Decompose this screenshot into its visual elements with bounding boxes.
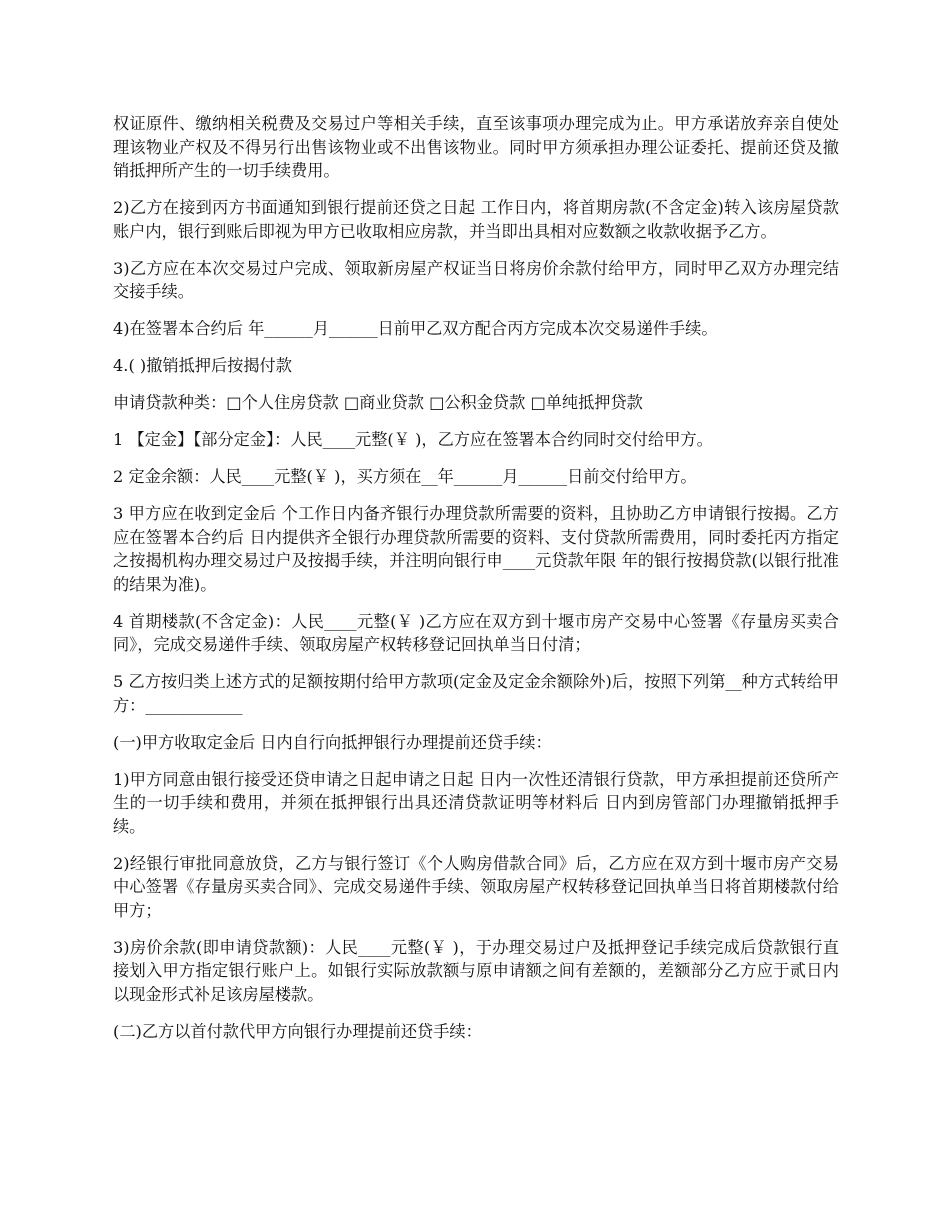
paragraph-option-1-item-1: 1)甲方同意由银行接受还贷申请之日起申请之日起 日内一次性还清银行贷款，甲方承担提前还贷所产生的一切手续和费用，并须在抵押银行出具还清贷款证明等材料后 日内到房管部门办理撤销抵押手续。 — [113, 769, 839, 836]
paragraph-option-1-seller-repays: (一)甲方收取定金后 日内自行向抵押银行办理提前还贷手续： — [113, 732, 552, 752]
paragraph-clause-4-filing-deadline: 4)在签署本合约后 年______月______日前甲乙双方配合丙方完成本次交易递件手续。 — [113, 319, 718, 338]
paragraph-item-5-payment-method: 5 乙方按归类上述方式的足额按期付给甲方款项(定金及定金余额除外)后，按照下列第__种方式转给甲方：____________ — [113, 672, 839, 715]
document-body — [113, 112, 839, 1057]
paragraph-title-deed-continuation: 权证原件、缴纳相关税费及交易过户等相关手续，直至该事项办理完成为止。甲方承诺放弃亲自使处理该物业产权及不得另行出售该物业或不出售该物业。同时甲方须承担办理公证委托、提前还贷及撤销抵押所产生的一切手续费用。 — [113, 114, 839, 180]
paragraph-item-4-first-payment: 4 首期楼款(不含定金)：人民____元整(￥ )乙方应在双方到十堰市房产交易中心签署《存量房买卖合同》，完成交易递件手续、领取房屋产权转移登记回执单当日付清； — [113, 611, 839, 654]
paragraph-option-1-item-3: 3)房价余款(即申请贷款额)：人民____元整(￥ )，于办理交易过户及抵押登记手续完成后贷款银行直接划入甲方指定银行账户上。如银行实际放款额与原申请额之间有差额的，差额部分乙方应于贰日内以现金形式补足该房屋楼款。 — [113, 937, 839, 1004]
paragraph-section-4-mortgage-payment: 4.( )撤销抵押后按揭付款 — [113, 356, 292, 375]
paragraph-option-2-buyer-repays: (二)乙方以首付款代甲方向银行办理提前还贷手续： — [113, 1021, 482, 1041]
paragraph-clause-2-down-payment-transfer: 2)乙方在接到丙方书面通知到银行提前还贷之日起 工作日内，将首期房款(不含定金)转入该房屋贷款账户内，银行到账后即视为甲方已收取相应房款，并当即出具相对应数额之收款收据予乙方。 — [113, 198, 839, 241]
paragraph-clause-3-balance-payment: 3)乙方应在本次交易过户完成、领取新房屋产权证当日将房价余款付给甲方，同时甲乙双方办理完结交接手续。 — [113, 258, 839, 301]
paragraph-item-3-loan-documents: 3 甲方应在收到定金后 个工作日内备齐银行办理贷款所需要的资料，且协助乙方申请银行按揭。乙方应在签署本合约后 日内提供齐全银行办理贷款所需要的资料、支付贷款所需费用，同时委托丙方指定之按揭机构办理交易过户及按揭手续，并注明向银行申____元贷款年限 年的银行按揭贷款(以银行批准的结果为准)。 — [113, 504, 839, 594]
paragraph-option-1-item-2: 2)经银行审批同意放贷，乙方与银行签订《个人购房借款合同》后，乙方应在双方到十堰市房产交易中心签署《存量房买卖合同》、完成交易递件手续、领取房屋产权转移登记回执单当日将首期楼款付给甲方； — [113, 853, 839, 920]
paragraph-loan-types: 申请贷款种类：□个人住房贷款 □商业贷款 □公积金贷款 □单纯抵押贷款 — [113, 393, 643, 412]
paragraph-item-2-deposit-balance: 2 定金余额：人民____元整(￥ )，买方须在__年______月______日前交付给甲方。 — [113, 467, 697, 486]
paragraph-item-1-deposit: 1 【定金】【部分定金】：人民____元整(￥ )，乙方应在签署本合约同时交付给甲方。 — [113, 430, 713, 449]
